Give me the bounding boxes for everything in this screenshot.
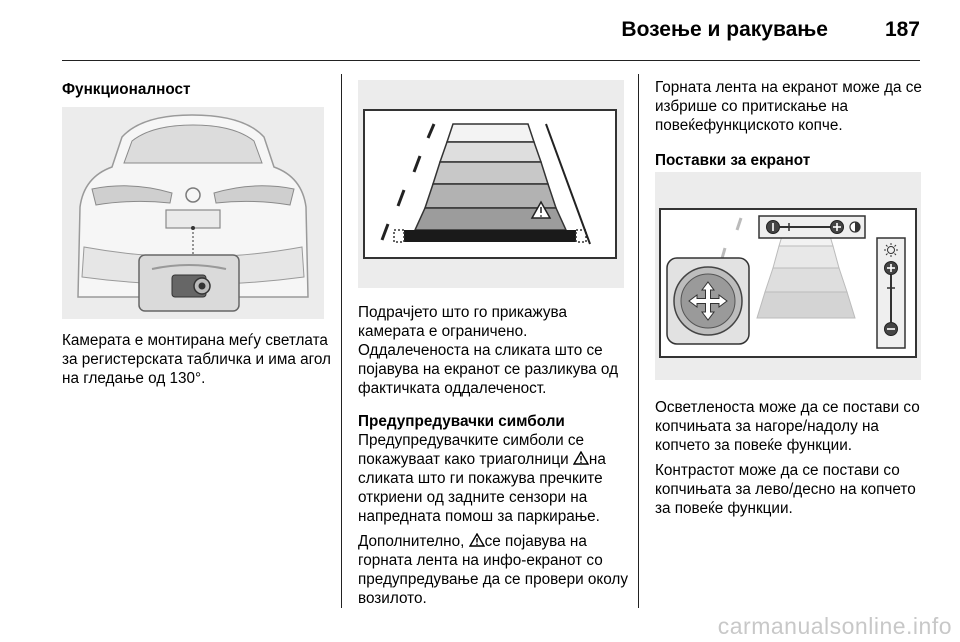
watermark: carmanualsonline.info [717,613,952,639]
top-bar-paragraph: Горната лента на екранот може да се избрише со притискање на повеќефункциското копче. [655,79,922,134]
section-heading-functionality: Функционалност [62,81,191,98]
column-3-text-bottom [655,398,927,518]
section-heading-warning-symbols: Предупредувачки симболи [358,413,565,430]
section-title: Возење и ракување [621,18,828,41]
camera-mount-paragraph: Камерата е монтирана меѓу светлата за регистерската табличка и има агол на гледање од 130°. [62,332,331,387]
warning-symbols-paragraph: Предупредувачките симболи се покажуваат како триаголници на сликата што ги покажува пречките откриени од задните сензори на напредната помош за паркирање. [358,432,606,525]
warning-triangle-icon [469,533,485,547]
column-1 [62,80,332,99]
contrast-paragraph: Контрастот може да се постави со копчињата за лево/десно на копчето за повеќе функции. [655,462,916,517]
car-rear-camera-icon [62,107,324,319]
rear-view-guidelines-icon [358,80,624,288]
column-2-text [358,303,633,608]
display-settings-illustration [655,172,921,380]
additional-warning-paragraph: Дополнително, се појавува на горната лента на инфо-екранот со предупредување да се провери околу возилото. [358,533,628,607]
camera-display-illustration [358,80,624,288]
brightness-paragraph: Осветленоста може да се постави со копчињата за нагоре/надолу на копчето за повеќе функции. [655,399,920,454]
column-divider [341,74,342,608]
display-settings-controls-icon [655,172,921,380]
section-heading-display-settings: Поставки за екранот [655,152,811,169]
column-1-text [62,331,332,388]
warning-triangle-icon [573,451,589,465]
page-number: 187 [884,18,920,41]
column-divider [638,74,639,608]
page-header [62,0,920,61]
column-3-text-top [655,78,927,170]
rear-camera-illustration [62,107,324,319]
camera-area-paragraph: Подрачјето што го прикажува камерата е ограничено. Оддалеченоста на сликата што се појавува на екранот се разликува од фактичката оддалеченост. [358,304,619,397]
